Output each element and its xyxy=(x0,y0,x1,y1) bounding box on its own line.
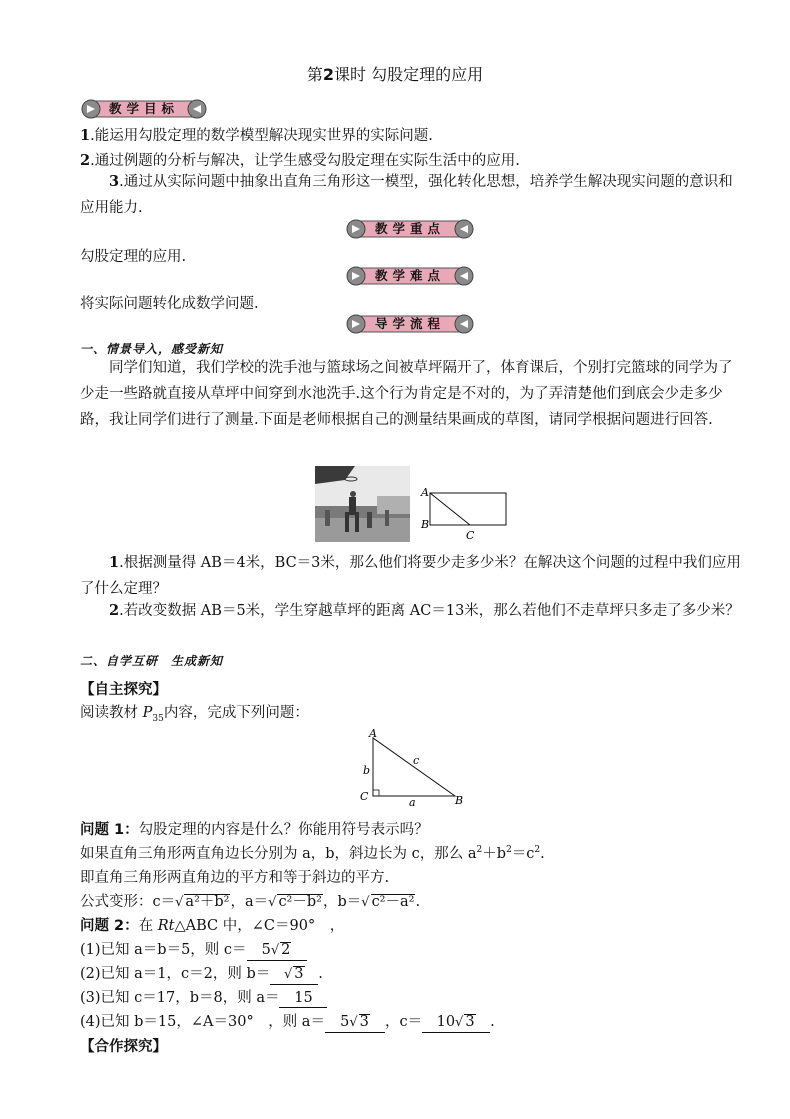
item-4-end: . xyxy=(490,1014,495,1030)
read-page-p: P xyxy=(142,705,153,721)
problem-1-label: 问题 1： xyxy=(80,822,139,838)
formula-2-radicand: c²－b² xyxy=(278,894,322,910)
problem-2-item-3 xyxy=(80,986,327,1008)
badge-difficulties-label: 教学难点 xyxy=(374,268,445,283)
figure2-label-side-c: c xyxy=(413,754,420,767)
figure2-label-c-vertex: C xyxy=(360,790,369,803)
objective-1-text: .能运用勾股定理的数学模型解决现实世界的实际问题. xyxy=(90,128,433,144)
objective-1 xyxy=(80,124,433,145)
item-4-pre: (4)已知 b＝15，∠A＝30° ，则 a＝ xyxy=(80,1014,325,1030)
problem-1-statement: 即直角三角形两直角边的平方和等于斜边的平方. xyxy=(80,870,390,886)
problem-2-label: 问题 2： xyxy=(80,918,139,934)
objective-2-num: 2 xyxy=(80,152,91,169)
sqrt-sign-icon: √ xyxy=(361,895,370,910)
problem-2-intro-post: △ABC 中，∠C＝90° ， xyxy=(174,918,345,934)
difficulty-text: 将实际问题转化成数学问题. xyxy=(80,296,259,312)
sqrt-sign-icon: √ xyxy=(175,895,184,910)
badge-objectives xyxy=(80,98,208,120)
formula-1-radicand: a²＋b² xyxy=(185,894,230,910)
item-3-answer: 15 xyxy=(279,989,327,1008)
figure1-label-c: C xyxy=(466,529,475,542)
answer-line1-pre: 如果直角三角形两直角边长分别为 a，b，斜边长为 c，那么 a xyxy=(80,846,477,862)
answer-line1-end: . xyxy=(540,846,545,862)
objective-2-text: .通过例题的分析与解决，让学生感受勾股定理在实际生活中的应用. xyxy=(90,153,520,169)
sup-c: 2 xyxy=(534,845,541,856)
title-rest: 课时 勾股定理的应用 xyxy=(334,65,484,84)
problem-2-line xyxy=(80,914,344,935)
problem-1-line xyxy=(80,818,429,839)
formula-3-pre: ，b＝ xyxy=(322,894,362,910)
item-1-answer xyxy=(247,941,307,961)
formula-line xyxy=(80,890,420,911)
formula-1-pre: c＝ xyxy=(152,894,176,910)
formula-label: 公式变形： xyxy=(80,894,153,910)
basketball-photo xyxy=(315,466,410,542)
page-title xyxy=(0,62,790,85)
problem-2-rt: Rt xyxy=(157,918,175,934)
formula-2-pre: ，a＝ xyxy=(230,894,269,910)
item-4-c-radicand: 3 xyxy=(465,1014,475,1030)
read-suffix: 内容，完成下列问题： xyxy=(163,705,309,721)
read-prefix: 阅读教材 xyxy=(80,705,143,721)
item-2-text: (2)已知 a＝1，c＝2，则 b＝ xyxy=(80,966,271,982)
question-1-text: .根据测量得 AB＝4米，BC＝3米，那么他们将要少走多少米？在解决这个问题的过程中我们应用了什么定理？ xyxy=(80,555,741,597)
self-explore-heading: 【自主探究】 xyxy=(80,682,167,698)
item-1-coef: 5 xyxy=(261,942,271,958)
formula-end: . xyxy=(415,894,421,910)
objective-3-text: .通过从实际问题中抽象出直角三角形这一模型，强化转化思想，培养学生解决现实问题的意识和应用能力. xyxy=(80,174,733,216)
title-prefix: 第 xyxy=(306,65,323,84)
sup-b: 2 xyxy=(506,845,512,856)
item-4-answer-c xyxy=(422,1013,490,1033)
question-2 xyxy=(80,598,744,624)
badge-process xyxy=(345,313,475,335)
problem-2-item-1 xyxy=(80,938,307,961)
sqrt-sign-icon: √ xyxy=(268,895,277,910)
read-page-number: 35 xyxy=(152,713,164,724)
figure2-label-b-vertex: B xyxy=(455,794,464,807)
item-3-text: (3)已知 c＝17，b＝8，则 a＝ xyxy=(80,990,280,1006)
objective-3 xyxy=(80,169,744,221)
rectangle-figure xyxy=(418,484,513,542)
objective-1-num: 1 xyxy=(80,127,91,144)
sqrt-sign-icon: √ xyxy=(270,943,280,958)
figure1-label-a: A xyxy=(421,486,429,499)
figure1-label-b: B xyxy=(421,518,430,531)
coop-heading: 【合作探究】 xyxy=(80,1039,167,1055)
badge-key-points xyxy=(345,218,475,240)
section-2-heading: 二、自学互研 生成新知 xyxy=(80,654,224,668)
question-2-num: 2 xyxy=(109,602,120,619)
sqrt-sign-icon: √ xyxy=(284,967,293,982)
item-1-text: (1)已知 a＝b＝5，则 c＝ xyxy=(80,942,247,958)
objective-3-num: 3 xyxy=(109,173,120,190)
read-textbook-line xyxy=(80,701,309,724)
item-4-a-radicand: 3 xyxy=(359,1014,369,1030)
item-2-answer xyxy=(270,965,318,985)
figure2-label-side-b: b xyxy=(363,764,371,777)
question-1 xyxy=(80,550,744,602)
formula-3-radicand: c²－a² xyxy=(371,894,415,910)
badge-process-label: 导学流程 xyxy=(374,316,445,331)
sqrt-sign-icon: √ xyxy=(455,1015,464,1030)
badge-key-points-label: 教学重点 xyxy=(374,221,445,236)
item-2-end: . xyxy=(318,966,323,982)
item-2-radicand: 3 xyxy=(294,966,304,982)
sqrt-sign-icon: √ xyxy=(349,1015,358,1030)
problem-1-answer-line xyxy=(80,842,545,863)
item-1-radicand: 2 xyxy=(281,942,291,958)
figure2-label-side-a: a xyxy=(409,796,416,808)
badge-difficulties xyxy=(345,265,475,287)
title-number: 2 xyxy=(322,65,335,84)
item-4-mid: ，c＝ xyxy=(384,1014,423,1030)
question-1-num: 1 xyxy=(109,554,120,571)
answer-line1-mid2: ＝c xyxy=(511,846,535,862)
sup-a: 2 xyxy=(476,845,483,856)
problem-2-item-2 xyxy=(80,962,323,985)
key-point-text: 勾股定理的应用. xyxy=(80,249,187,265)
objective-2 xyxy=(80,149,520,170)
answer-line1-mid1: ＋b xyxy=(482,846,507,862)
item-4-c-coef: 10 xyxy=(436,1014,456,1030)
section-1-heading: 一、情景导入，感受新知 xyxy=(80,342,224,356)
figure2-label-a-vertex: A xyxy=(369,728,377,740)
problem-2-item-4 xyxy=(80,1010,495,1033)
item-4-answer-a xyxy=(325,1013,385,1033)
section-1-intro: 同学们知道，我们学校的洗手池与篮球场之间被草坪隔开了，体育课后，个别打完篮球的同学为了少走一些路就直接从草坪中间穿到水池洗手.这个行为肯定是不对的，为了弄清楚他们到底会少走多少路，我让同学们进行了测量.下面是老师根据自己的测量结果画成的草图，请同学根据问题进行回答. xyxy=(80,360,733,428)
right-triangle-figure xyxy=(355,728,470,808)
problem-2-intro-pre: 在 xyxy=(138,918,158,934)
question-2-text: .若改变数据 AB＝5米，学生穿越草坪的距离 AC＝13米，那么若他们不走草坪只多走了多少米？ xyxy=(119,603,740,619)
item-4-a-coef: 5 xyxy=(340,1014,350,1030)
badge-objectives-label: 教学目标 xyxy=(108,101,179,116)
problem-1-question: 勾股定理的内容是什么？你能用符号表示吗？ xyxy=(138,822,429,838)
